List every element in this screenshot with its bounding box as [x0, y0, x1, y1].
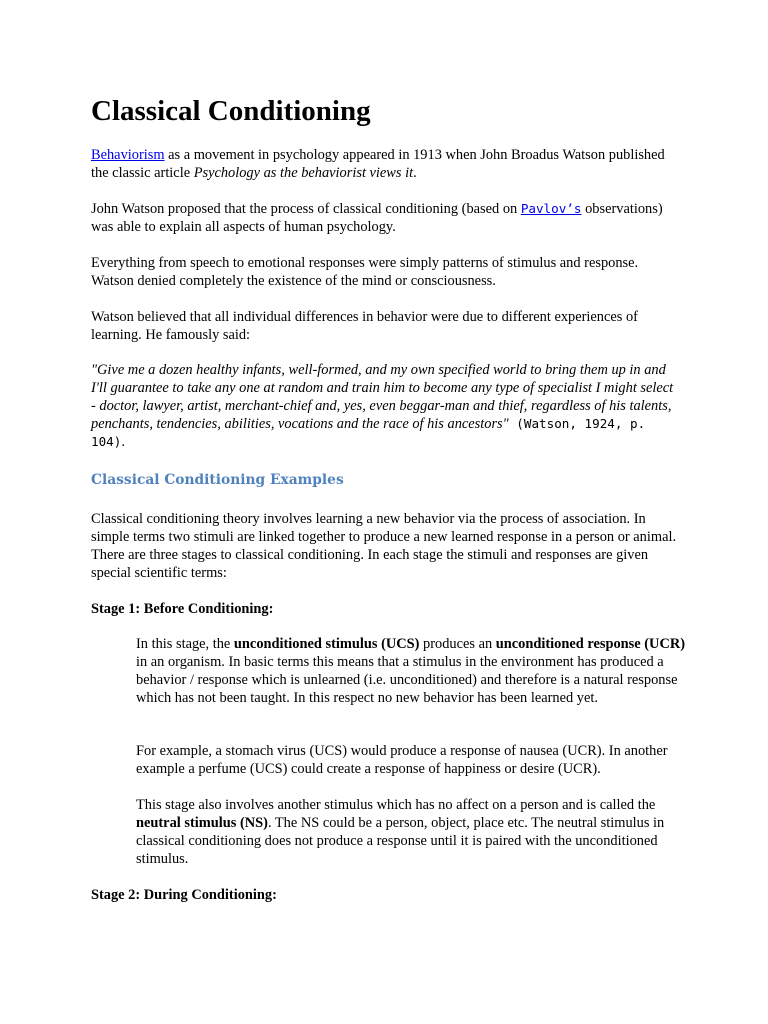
- stage1-paragraph-3: [136, 796, 686, 868]
- pavlov-link[interactable]: Pavlov’s: [520, 201, 582, 216]
- section-heading: Classical Conditioning Examples: [91, 472, 344, 488]
- stage2-heading: Stage 2: During Conditioning:: [91, 887, 277, 903]
- s1p3-text-a: This stage also involves another stimulus which has no affect on a person and is called the: [136, 797, 656, 813]
- stage1-paragraph-2: For example, a stomach virus (UCS) would produce a response of nausea (UCR). In another example a perfume (UCS) could create a response of happiness or desire (UCR).: [136, 743, 668, 777]
- watson-text-post: observations) was able to explain all aspects of human psychology.: [91, 201, 663, 235]
- stage1-heading: Stage 1: Before Conditioning:: [91, 601, 274, 617]
- article-title: Psychology as the behaviorist views it: [193, 165, 414, 181]
- watson-paragraph: [91, 200, 681, 236]
- page-title: Classical Conditioning: [91, 95, 371, 127]
- behaviorism-link[interactable]: Behaviorism: [91, 147, 165, 163]
- speech-paragraph: Everything from speech to emotional responses were simply patterns of stimulus and response. Watson denied completely the existence of the mind or consciousness.: [91, 255, 639, 289]
- watson-text-pre: John Watson proposed that the process of classical conditioning (based on: [91, 201, 521, 217]
- s1p1-text-a: In this stage, the: [136, 636, 234, 652]
- s1p1-text-c: produces an: [419, 636, 496, 652]
- quote-end: .: [121, 434, 125, 450]
- theory-paragraph: Classical conditioning theory involves learning a new behavior via the process of association. In simple terms two stimuli are linked together to produce a new learned response in a person or animal. There are three stages to classical conditioning. In each stage the stimuli and responses are given special scientific terms:: [91, 511, 677, 581]
- quote-citation: (Watson, 1924, p. 104): [91, 416, 646, 449]
- intro-paragraph: [91, 146, 681, 182]
- stage1-paragraph-1: [136, 635, 686, 707]
- differences-paragraph: Watson believed that all individual differences in behavior were due to different experiences of learning. He famously said:: [91, 309, 638, 343]
- ucs-term: unconditioned stimulus (UCS): [233, 636, 420, 652]
- watson-quote: [91, 361, 681, 451]
- ucr-term: unconditioned response (UCR): [495, 636, 686, 652]
- quote-text: "Give me a dozen healthy infants, well-formed, and my own specified world to bring them up in and I'll guarantee to take any one at random and train him to become any type of specialist I might select - doctor, lawyer, artist, merchant-chief and, yes, even beggar-man and thief, regardless of his talents, penchants, tendencies, abilities, vocations and the race of his ancestors": [91, 362, 674, 432]
- s1p1-text-e: in an organism. In basic terms this means that a stimulus in the environment has produced a behavior / response which is unlearned (i.e. unconditioned) and therefore is a natural response which has not been taught. In this respect no new behavior has been learned yet.: [136, 654, 678, 706]
- s1p3-text-c: . The NS could be a person, object, place etc. The neutral stimulus in classical conditioning does not produce a response until it is paired with the unconditioned stimulus.: [136, 815, 665, 867]
- ns-term: neutral stimulus (NS): [136, 815, 268, 831]
- intro-end: .: [413, 165, 417, 181]
- intro-text: as a movement in psychology appeared in 1913 when John Broadus Watson published the classic article: [91, 147, 665, 181]
